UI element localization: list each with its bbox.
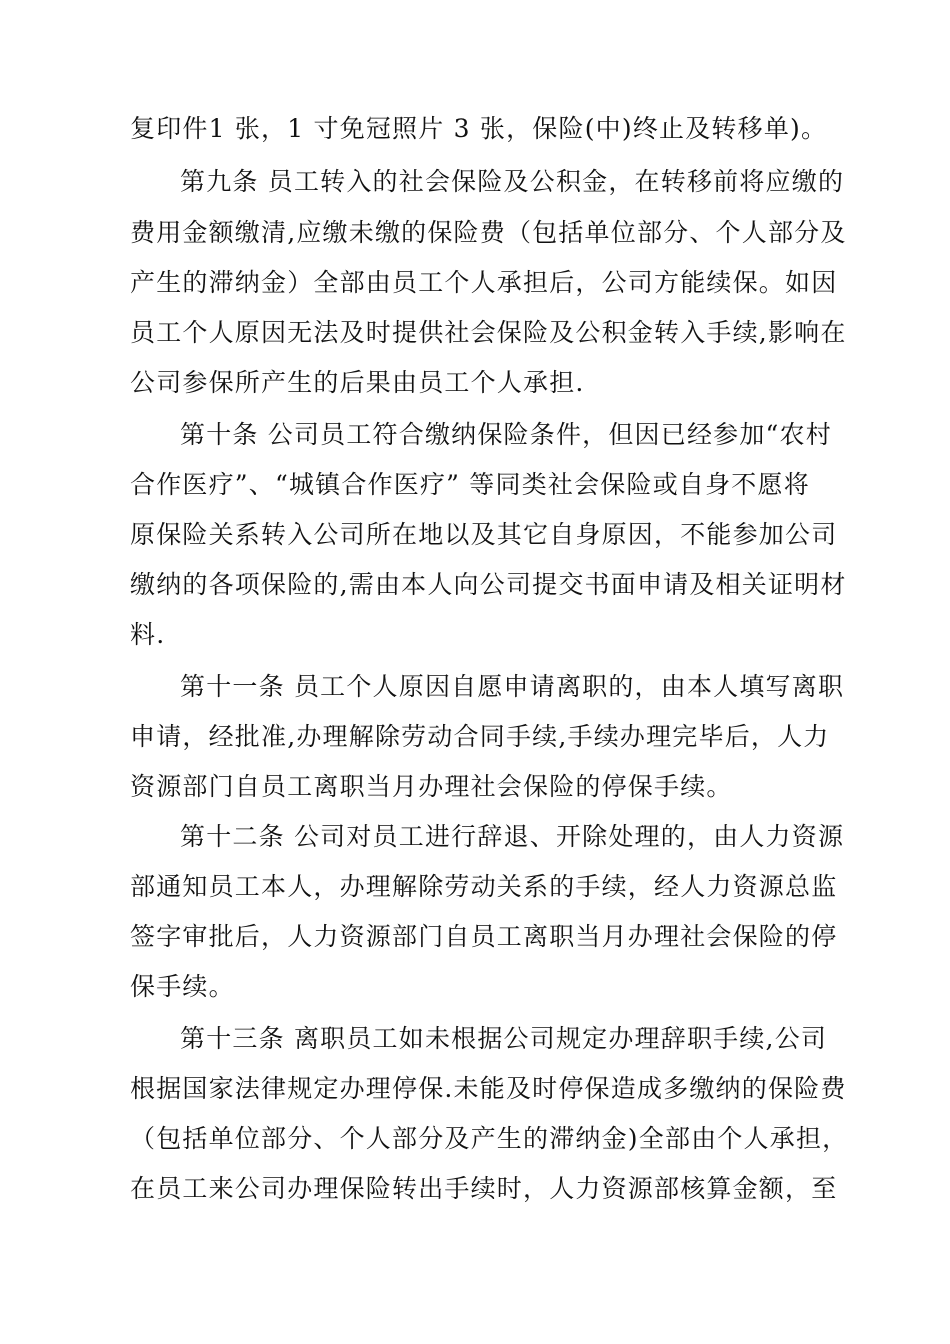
text-line: 产生的滞纳金）全部由员工个人承担后，公司方能续保。如因 (130, 268, 838, 297)
text-line: （包括单位部分、个人部分及产生的滞纳金)全部由个人承担， (130, 1124, 849, 1153)
text-line: 料. (130, 620, 166, 649)
text-line: 资源部门自员工离职当月办理社会保险的停保手续。 (130, 772, 733, 801)
text-line: 申请，经批准,办理解除劳动合同手续,手续办理完毕后，人力 (130, 722, 830, 751)
text-line: 复印件1 张，1 寸免冠照片 3 张，保险(中)终止及转移单)。 (130, 114, 828, 143)
text-line: 缴纳的各项保险的,需由本人向公司提交书面申请及相关证明材 (130, 570, 847, 599)
article-10-start: 第十条 公司员工符合缴纳保险条件，但因已经参加“农村 (180, 420, 832, 449)
text-line: 合作医疗”、“城镇合作医疗” 等同类社会保险或自身不愿将 (130, 470, 810, 499)
text-line: 费用金额缴清,应缴未缴的保险费（包括单位部分、个人部分及 (130, 218, 847, 247)
article-13-start: 第十三条 离职员工如未根据公司规定办理辞职手续,公司 (180, 1024, 828, 1053)
text-line: 签字审批后，人力资源部门自员工离职当月办理社会保险的停 (130, 922, 838, 951)
text-line: 根据国家法律规定办理停保.未能及时停保造成多缴纳的保险费 (130, 1074, 847, 1103)
text-line: 公司参保所产生的后果由员工个人承担. (130, 368, 585, 397)
article-11-start: 第十一条 员工个人原因自愿申请离职的，由本人填写离职 (180, 672, 845, 701)
text-line: 在员工来公司办理保险转出手续时，人力资源部核算金额，至 (130, 1174, 838, 1203)
text-line: 原保险关系转入公司所在地以及其它自身原因，不能参加公司 (130, 520, 838, 549)
text-line: 员工个人原因无法及时提供社会保险及公积金转入手续,影响在 (130, 318, 847, 347)
text-line: 部通知员工本人，办理解除劳动关系的手续，经人力资源总监 (130, 872, 838, 901)
article-9-start: 第九条 员工转入的社会保险及公积金，在转移前将应缴的 (180, 167, 845, 196)
article-12-start: 第十二条 公司对员工进行辞退、开除处理的，由人力资源 (180, 822, 845, 851)
text-line: 保手续。 (130, 972, 235, 1001)
